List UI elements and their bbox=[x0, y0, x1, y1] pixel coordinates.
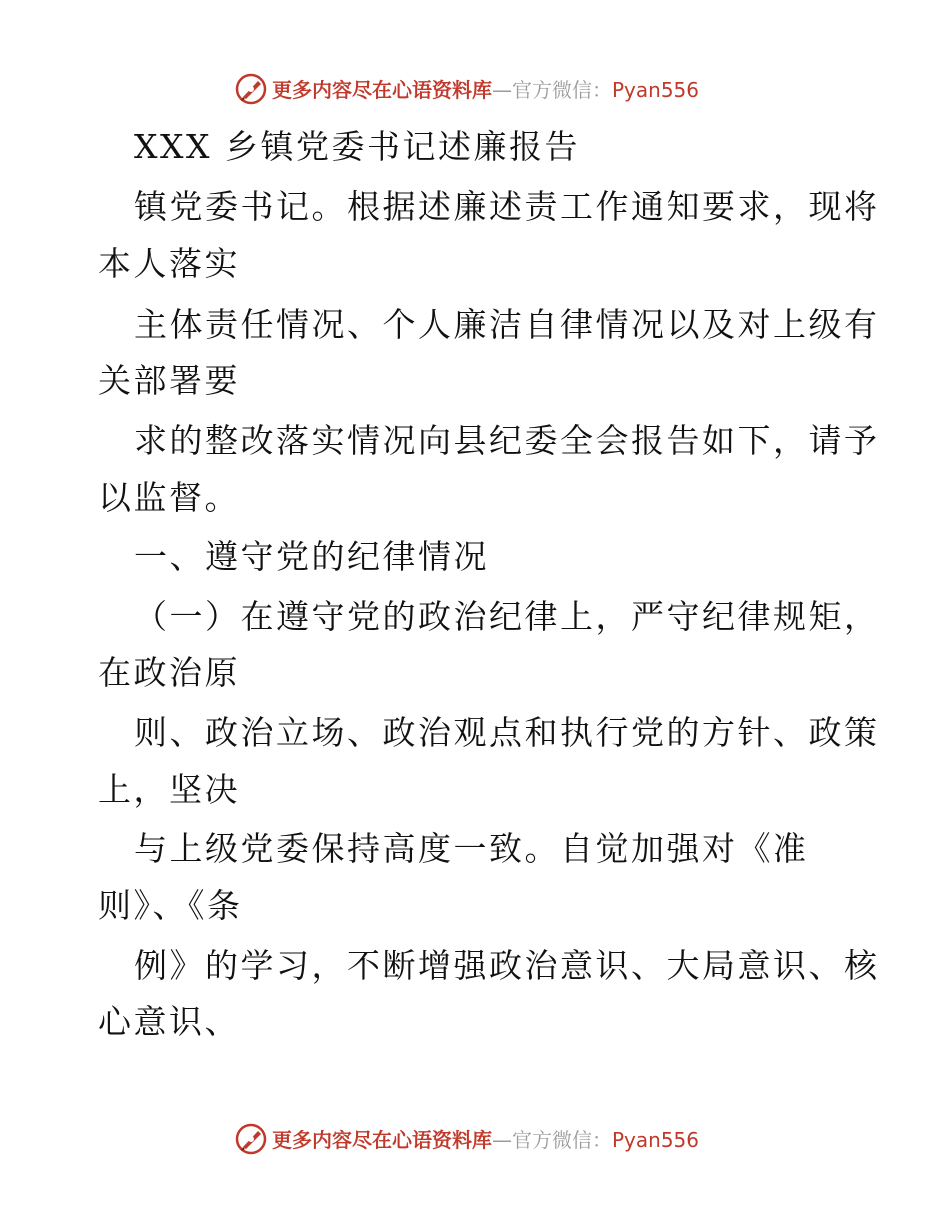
paragraph-line: 主体责任情况、个人廉洁自律情况以及对上级有 bbox=[134, 305, 880, 344]
paragraph-line: 镇党委书记。根据述廉述责工作通知要求，现将 bbox=[134, 187, 880, 226]
paragraph-line: 求的整改落实情况向县纪委全会报告如下，请予 bbox=[134, 421, 880, 460]
paragraph-line: 上，坚决 bbox=[98, 770, 240, 809]
paragraph-line: 在政治原 bbox=[98, 653, 240, 692]
paragraph-line: 则、政治立场、政治观点和执行党的方针、政策 bbox=[134, 713, 880, 752]
header-watermark bbox=[0, 72, 950, 112]
watermark-official-label: 官方微信： bbox=[512, 1128, 612, 1152]
watermark-dash: — bbox=[492, 78, 512, 102]
watermark-dash: — bbox=[492, 1128, 512, 1152]
watermark-main-text: 更多内容尽在心语资料库 bbox=[272, 78, 492, 102]
paragraph-line: 关部署要 bbox=[98, 361, 240, 400]
paragraph-line: 心意识、 bbox=[98, 1002, 240, 1041]
watermark-wechat-id: Pyan556 bbox=[612, 1128, 700, 1152]
document-title: XXX 乡镇党委书记述廉报告 bbox=[134, 127, 580, 166]
paragraph-line: 本人落实 bbox=[98, 244, 240, 283]
paragraph-line: （一）在遵守党的政治纪律上，严守纪律规矩， bbox=[134, 597, 880, 636]
watermark-official-label: 官方微信： bbox=[512, 78, 612, 102]
watermark-text bbox=[272, 76, 699, 104]
footer-watermark bbox=[0, 1122, 950, 1162]
quill-pen-logo-icon bbox=[234, 1122, 268, 1156]
section-heading: 一、遵守党的纪律情况 bbox=[134, 537, 489, 576]
watermark-text bbox=[272, 1126, 699, 1154]
watermark-wechat-id: Pyan556 bbox=[612, 78, 700, 102]
paragraph-line: 例》的学习，不断增强政治意识、大局意识、核 bbox=[134, 946, 880, 985]
watermark-main-text: 更多内容尽在心语资料库 bbox=[272, 1128, 492, 1152]
quill-pen-logo-icon bbox=[234, 72, 268, 106]
paragraph-line: 则》、《条 bbox=[98, 886, 243, 925]
paragraph-line: 与上级党委保持高度一致。自觉加强对《准 bbox=[134, 829, 809, 868]
paragraph-line: 以监督。 bbox=[98, 478, 240, 517]
